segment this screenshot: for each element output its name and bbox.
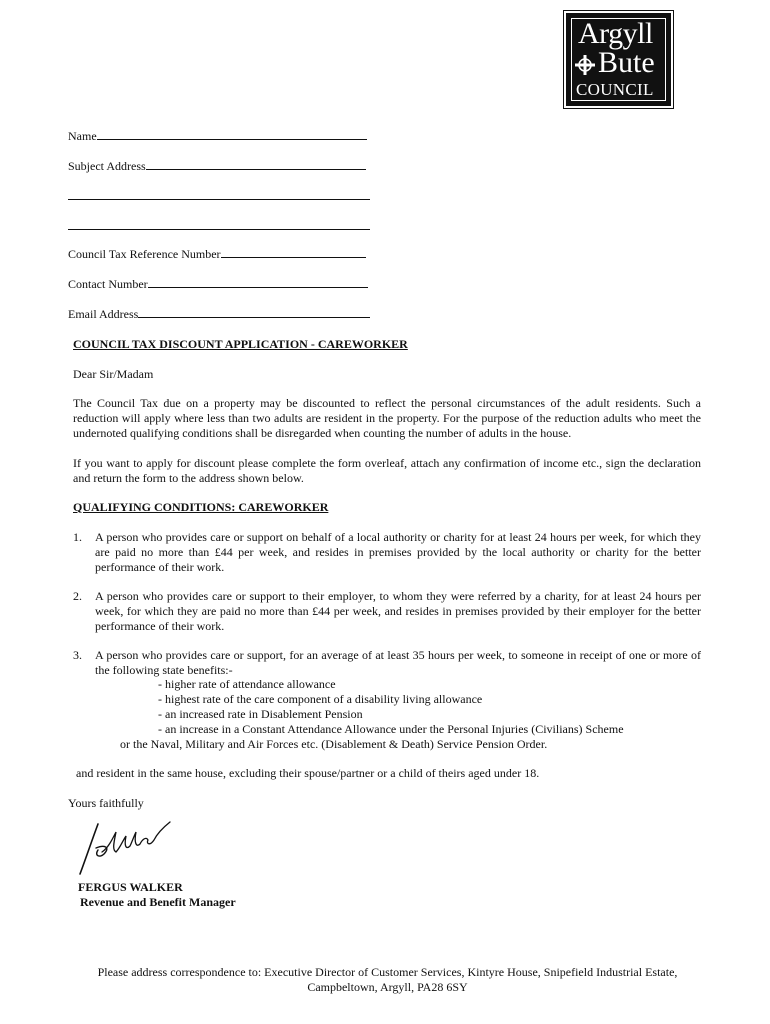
subject-address-field: [68, 158, 366, 174]
subject-address-input-line[interactable]: [146, 158, 366, 170]
condition-text: A person who provides care or support on behalf of a local authority or charity for at least 24 hours per week, for which they are paid no more than £44 per week, and resides in premises provided by the local authority or charity for the better performance of their work.: [95, 530, 701, 574]
intro-paragraph: The Council Tax due on a property may be discounted to reflect the personal circumstances of the adult residents. Such a reduction will apply where less than two adults are resident in the property. For the purpose of the reduction adults who meet the undernoted qualifying conditions shall be disregarded when counting the number of adults in the house.: [73, 396, 701, 440]
footer-line-1: Please address correspondence to: Executive Director of Customer Services, Kintyre House, Snipefield Industrial Estate,: [97, 965, 678, 979]
logo-line-argyll: Argyll: [578, 17, 653, 50]
qualifying-heading: QUALIFYING CONDITIONS: CAREWORKER: [73, 500, 329, 514]
benefits-tail: or the Naval, Military and Air Forces etc. (Disablement & Death) Service Pension Order.: [120, 737, 548, 751]
condition-number: 3.: [73, 648, 82, 662]
contact-number-field: [68, 276, 368, 292]
signatory-role: Revenue and Benefit Manager: [80, 895, 236, 909]
name-field: [68, 128, 367, 144]
council-tax-ref-field: [68, 246, 366, 262]
address-line-3: [68, 218, 370, 234]
contact-number-label: Contact Number: [68, 277, 148, 291]
benefit-item: - higher rate of attendance allowance: [158, 677, 336, 691]
email-address-field: [68, 306, 370, 322]
condition-text: A person who provides care or support, for an average of at least 35 hours per week, to someone in receipt of one or more of the following state benefits:-: [95, 648, 701, 677]
condition-number: 2.: [73, 589, 82, 603]
condition-text: A person who provides care or support to their employer, to whom they were referred by a charity, for at least 24 hours per week, for which they are paid no more than £44 per week, and resides in premises provided by their employer for the better performance of their work.: [95, 589, 701, 633]
handwritten-signature: [76, 818, 176, 878]
subject-address-label: Subject Address: [68, 159, 146, 173]
address-line-2: [68, 188, 370, 204]
address-line-2-input[interactable]: [68, 188, 370, 200]
council-tax-ref-label: Council Tax Reference Number: [68, 247, 221, 261]
application-heading: COUNCIL TAX DISCOUNT APPLICATION - CAREWORKER: [73, 337, 408, 351]
logo-line-council: COUNCIL: [576, 80, 654, 99]
condition-number: 1.: [73, 530, 82, 544]
council-tax-ref-input-line[interactable]: [221, 246, 366, 258]
name-label: Name: [68, 129, 97, 143]
signatory-name: FERGUS WALKER: [78, 880, 183, 894]
closing: Yours faithfully: [68, 796, 144, 810]
council-logo: [566, 13, 671, 106]
resident-line: and resident in the same house, excluding their spouse/partner or a child of theirs aged under 18.: [76, 766, 540, 780]
logo-line-bute: Bute: [598, 46, 655, 79]
benefit-item: - highest rate of the care component of a disability living allowance: [158, 692, 483, 706]
salutation: Dear Sir/Madam: [73, 367, 154, 381]
celtic-cross-icon: [574, 54, 596, 76]
email-address-label: Email Address: [68, 307, 139, 321]
name-input-line[interactable]: [97, 128, 367, 140]
contact-number-input-line[interactable]: [148, 276, 368, 288]
address-line-3-input[interactable]: [68, 218, 370, 230]
benefit-item: - an increase in a Constant Attendance Allowance under the Personal Injuries (Civilians) Scheme: [158, 722, 624, 736]
email-address-input-line[interactable]: [138, 306, 370, 318]
apply-paragraph: If you want to apply for discount please complete the form overleaf, attach any confirmation of income etc., sign the declaration and return the form to the address shown below.: [73, 456, 701, 485]
benefit-item: - an increased rate in Disablement Pension: [158, 707, 363, 721]
correspondence-footer: [40, 965, 735, 995]
footer-line-2: Campbeltown, Argyll, PA28 6SY: [307, 980, 468, 994]
